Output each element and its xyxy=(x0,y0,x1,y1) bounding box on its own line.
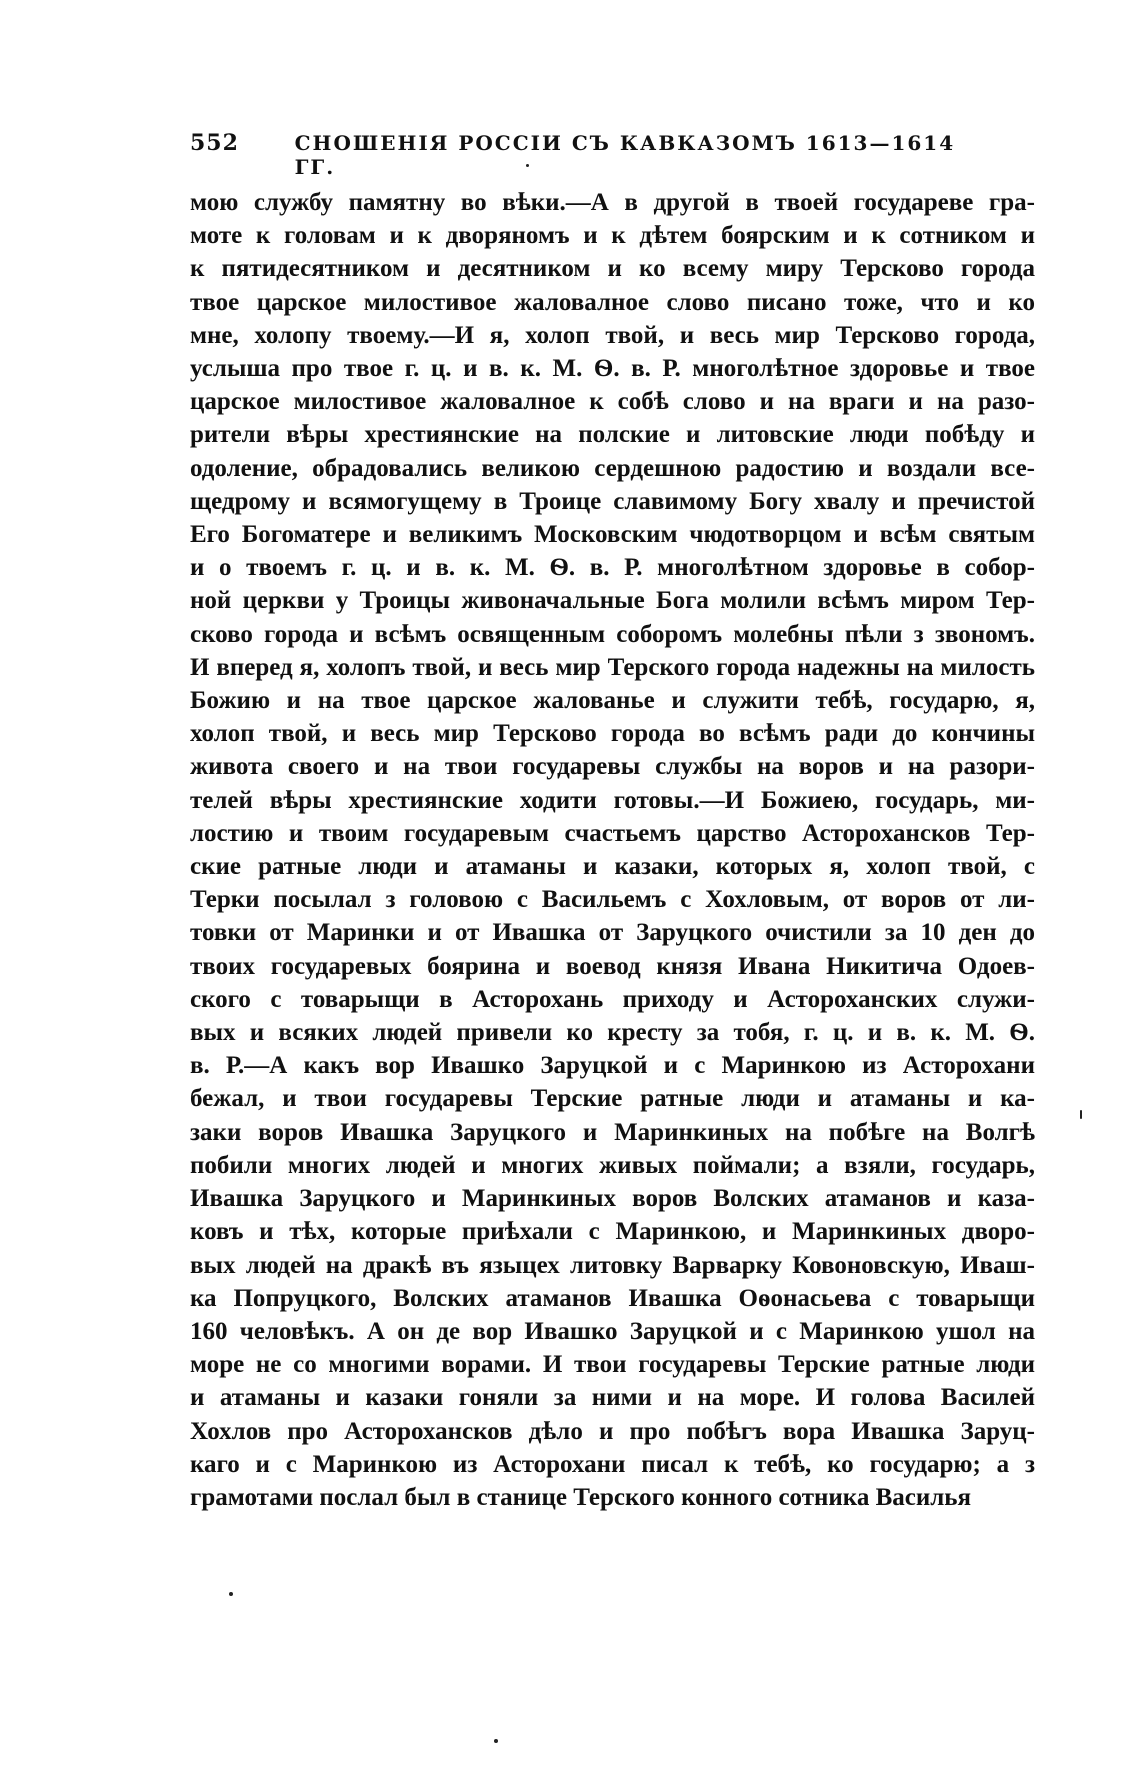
text-line: и атаманы и казаки гоняли за ними и на море. И голова Василей xyxy=(190,1384,1035,1412)
text-line: Ивашка Заруцкого и Маринкиных воров Волских атаманов и каза- xyxy=(190,1185,1035,1213)
text-line: Божию и на твое царское жалованье и служити тебѣ, государю, я, xyxy=(190,687,1035,715)
text-line: телей вѣры хрестиянские ходити готовы.—И Божиею, государь, ми- xyxy=(190,786,1035,814)
text-line: рители вѣры хрестиянские на полские и литовские люди побѣду и xyxy=(190,421,1035,449)
text-line: и о твоемъ г. ц. и в. к. М. Ѳ. в. Р. многолѣтном здоровье в собор- xyxy=(190,554,1035,582)
text-line: И вперед я, холопъ твой, и весь мир Терского города надежны на милость xyxy=(190,653,1035,681)
text-line: Его Богоматере и великимъ Московским чюдотворцом и всѣм святым xyxy=(190,521,1035,549)
text-line: ковъ и тѣх, которые приѣхали с Маринкою, и Маринкиных дворо- xyxy=(190,1218,1035,1246)
page-number: 552 xyxy=(190,130,239,156)
page-header xyxy=(190,130,970,179)
text-line: твое царское милостивое жаловалное слово писано тоже, что и ко xyxy=(190,288,1035,316)
text-line: лостию и твоим государевым счастьемъ царство Асторохансков Тер- xyxy=(190,819,1035,847)
text-line: ка Попруцкого, Волских атаманов Ивашка Оѳонасьева с товарыщи xyxy=(190,1284,1035,1312)
text-line: вых и всяких людей привели ко кресту за тобя, г. ц. и в. к. М. Ѳ. xyxy=(190,1019,1035,1047)
text-line: вых людей на дракѣ въ языцех литовку Варварку Ковоновскую, Иваш- xyxy=(190,1251,1035,1279)
text-line: заки воров Ивашка Заруцкого и Маринкиных на побѣге на Волгѣ xyxy=(190,1118,1035,1146)
text-line: ной церкви у Троицы живоначальные Бога молили всѣмъ миром Тер- xyxy=(190,587,1035,615)
text-line: товки от Маринки и от Ивашка от Заруцкого очистили за 10 ден до xyxy=(190,919,1035,947)
text-line: одоление, обрадовались великою сердешною радостию и воздали все- xyxy=(190,454,1035,482)
text-line: ского с товарыщи в Асторохань приходу и Астороханских служи- xyxy=(190,985,1035,1013)
text-line: каго и с Маринкою из Асторохани писал к тебѣ, ко государю; а з xyxy=(190,1450,1035,1478)
text-line: твоих государевых боярина и воевод князя Ивана Никитича Одоев- xyxy=(190,952,1035,980)
running-head: СНОШЕНІЯ РОССІИ СЪ КАВКАЗОМЪ 1613—1614 ГГ. xyxy=(294,131,956,179)
scan-speck xyxy=(494,1739,498,1743)
text-line: побили многих людей и многих живых поймали; а взяли, государь, xyxy=(190,1151,1035,1179)
text-line: живота своего и на твои государевы службы на воров и на разори- xyxy=(190,753,1035,781)
text-line: море не со многими ворами. И твои государевы Терские ратные люди xyxy=(190,1351,1035,1379)
text-line: в. Р.—А какъ вор Ивашко Заруцкой и с Маринкою из Асторохани xyxy=(190,1052,1035,1080)
scan-speck xyxy=(229,1592,233,1596)
scan-speck xyxy=(526,164,529,167)
text-line: холоп твой, и весь мир Терсково города во всѣмъ ради до кончины xyxy=(190,720,1035,748)
text-line: сково города и всѣмъ освященным соборомъ молебны пѣли з звономъ. xyxy=(190,620,1035,648)
text-line: 160 человѣкъ. А он де вор Ивашко Заруцкой и с Маринкою ушол на xyxy=(190,1317,1035,1345)
text-line: бежал, и твои государевы Терские ратные люди и атаманы и ка- xyxy=(190,1085,1035,1113)
scan-speck xyxy=(1080,1110,1082,1119)
body-text xyxy=(190,186,1035,1514)
text-line: моте к головам и к дворяномъ и к дѣтем боярским и к сотником и xyxy=(190,222,1035,250)
text-line: Терки посылал з головою с Васильемъ с Хохловым, от воров от ли- xyxy=(190,886,1035,914)
text-line: щедрому и всямогущему в Троице славимому Богу хвалу и пречистой xyxy=(190,487,1035,515)
text-line: услыша про твое г. ц. и в. к. М. Ѳ. в. Р. многолѣтное здоровье и твое xyxy=(190,355,1035,383)
text-line: к пятидесятником и десятником и ко всему миру Терсково города xyxy=(190,255,1035,283)
text-line: мне, холопу твоему.—И я, холоп твой, и весь мир Терсково города, xyxy=(190,321,1035,349)
text-line: ские ратные люди и атаманы и казаки, которых я, холоп твой, с xyxy=(190,853,1035,881)
text-line: Хохлов про Асторохансков дѣло и про побѣгъ вора Ивашка Заруц- xyxy=(190,1417,1035,1445)
text-line: мою службу памятну во вѣки.—А в другой в твоей государеве гра- xyxy=(190,189,1035,216)
text-line: царское милостивое жаловалное к собѣ слово и на враги и на разо- xyxy=(190,388,1035,416)
text-line: грамотами послал был в станице Терского конного сотника Василья xyxy=(190,1483,972,1511)
